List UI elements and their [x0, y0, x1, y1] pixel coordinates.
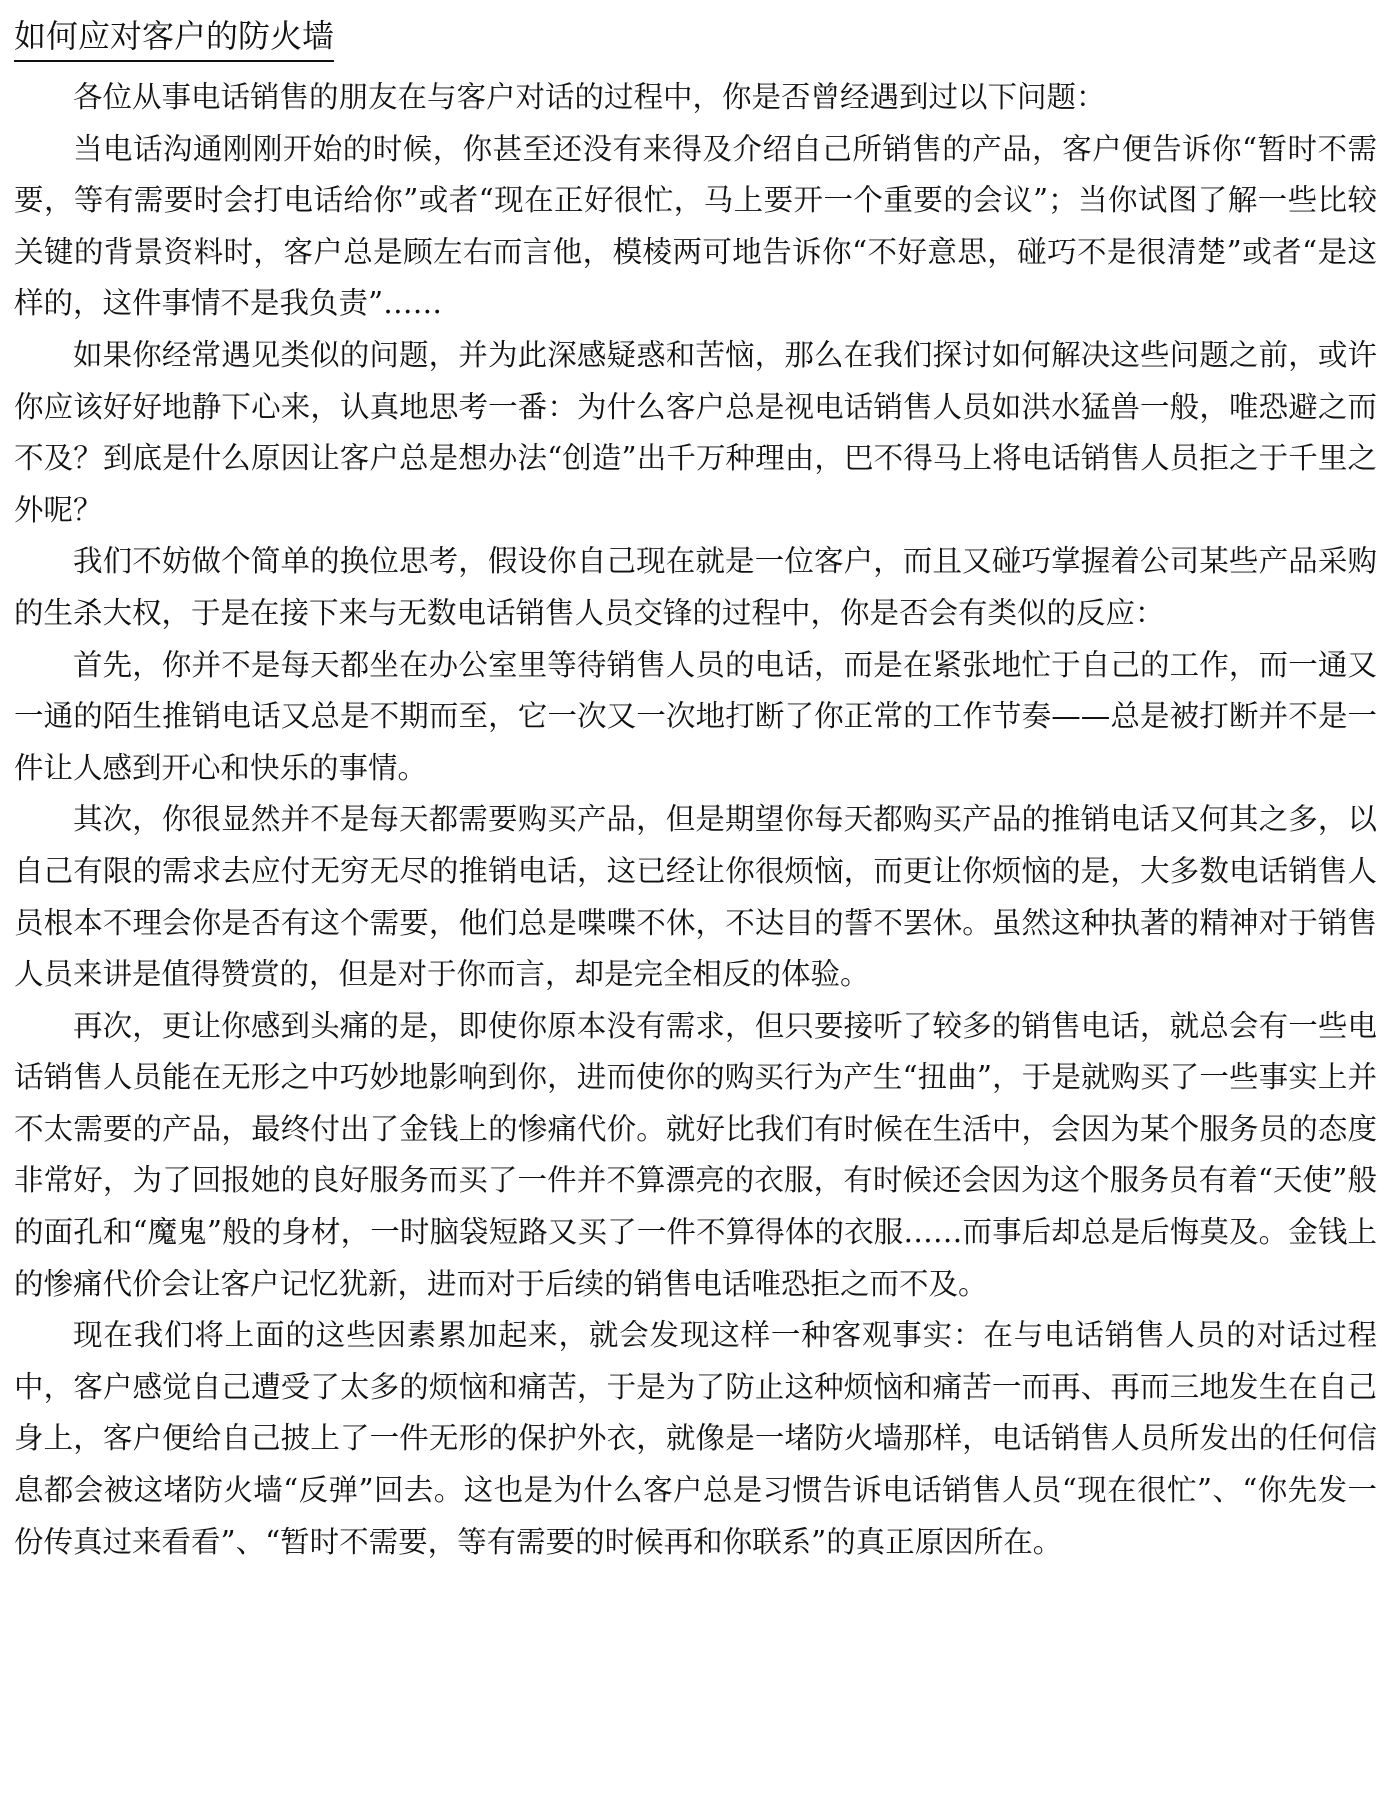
paragraph-third-reason: 再次，更让你感到头痛的是，即使你原本没有需求，但只要接听了较多的销售电话，就总会有一些电话销售人员能在无形之中巧妙地影响到你，进而使你的购买行为产生“扭曲”，于是就购买了一些事实上并不太需要的产品，最终付出了金钱上的惨痛代价。就好比我们有时候在生活中，会因为某个服务员的态度非常好，为了回报她的良好服务而买了一件并不算漂亮的衣服，有时候还会因为这个服务员有着“天使”般的面孔和“魔鬼”般的身材，一时脑袋短路又买了一件不算得体的衣服……而事后却总是后悔莫及。金钱上的惨痛代价会让客户记忆犹新，进而对于后续的销售电话唯恐拒之而不及。 [14, 1008, 1377, 1301]
paragraph-question: 如果你经常遇见类似的问题，并为此深感疑惑和苦恼，那么在我们探讨如何解决这些问题之前，或许你应该好好地静下心来，认真地思考一番：为什么客户总是视电话销售人员如洪水猛兽一般，唯恐避之而不及？到底是什么原因让客户总是想办法“创造”出千万种理由，巴不得马上将电话销售人员拒之于千里之外呢？ [14, 337, 1377, 527]
paragraph-perspective: 我们不妨做个简单的换位思考，假设你自己现在就是一位客户，而且又碰巧掌握着公司某些产品采购的生杀大权，于是在接下来与无数电话销售人员交锋的过程中，你是否会有类似的反应： [14, 544, 1377, 630]
document-body [14, 72, 1377, 1568]
paragraph-scenario: 当电话沟通刚刚开始的时候，你甚至还没有来得及介绍自己所销售的产品，客户便告诉你“暂时不需要，等有需要时会打电话给你”或者“现在正好很忙，马上要开一个重要的会议”；当你试图了解一些比较关键的背景资料时，客户总是顾左右而言他，模棱两可地告诉你“不好意思，碰巧不是很清楚”或者“是这样的，这件事情不是我负责”…… [14, 131, 1377, 321]
paragraph-conclusion: 现在我们将上面的这些因素累加起来，就会发现这样一种客观事实：在与电话销售人员的对话过程中，客户感觉自己遭受了太多的烦恼和痛苦，于是为了防止这种烦恼和痛苦一而再、再而三地发生在自己身上，客户便给自己披上了一件无形的保护外衣，就像是一堵防火墙那样，电话销售人员所发出的任何信息都会被这堵防火墙“反弹”回去。这也是为什么客户总是习惯告诉电话销售人员“现在很忙”、“你先发一份传真过来看看”、“暂时不需要，等有需要的时候再和你联系”的真正原因所在。 [14, 1318, 1377, 1559]
paragraph-first-reason: 首先，你并不是每天都坐在办公室里等待销售人员的电话，而是在紧张地忙于自己的工作，而一通又一通的陌生推销电话又总是不期而至，它一次又一次地打断了你正常的工作节奏——总是被打断并不是一件让人感到开心和快乐的事情。 [14, 647, 1377, 785]
paragraph-intro: 各位从事电话销售的朋友在与客户对话的过程中，你是否曾经遇到过以下问题： [73, 80, 1106, 114]
paragraph-second-reason: 其次，你很显然并不是每天都需要购买产品，但是期望你每天都购买产品的推销电话又何其之多，以自己有限的需求去应付无穷无尽的推销电话，这已经让你很烦恼，而更让你烦恼的是，大多数电话销售人员根本不理会你是否有这个需要，他们总是喋喋不休，不达目的誓不罢休。虽然这种执著的精神对于销售人员来讲是值得赞赏的，但是对于你而言，却是完全相反的体验。 [14, 802, 1377, 992]
document-title: 如何应对客户的防火墙 [14, 14, 334, 62]
